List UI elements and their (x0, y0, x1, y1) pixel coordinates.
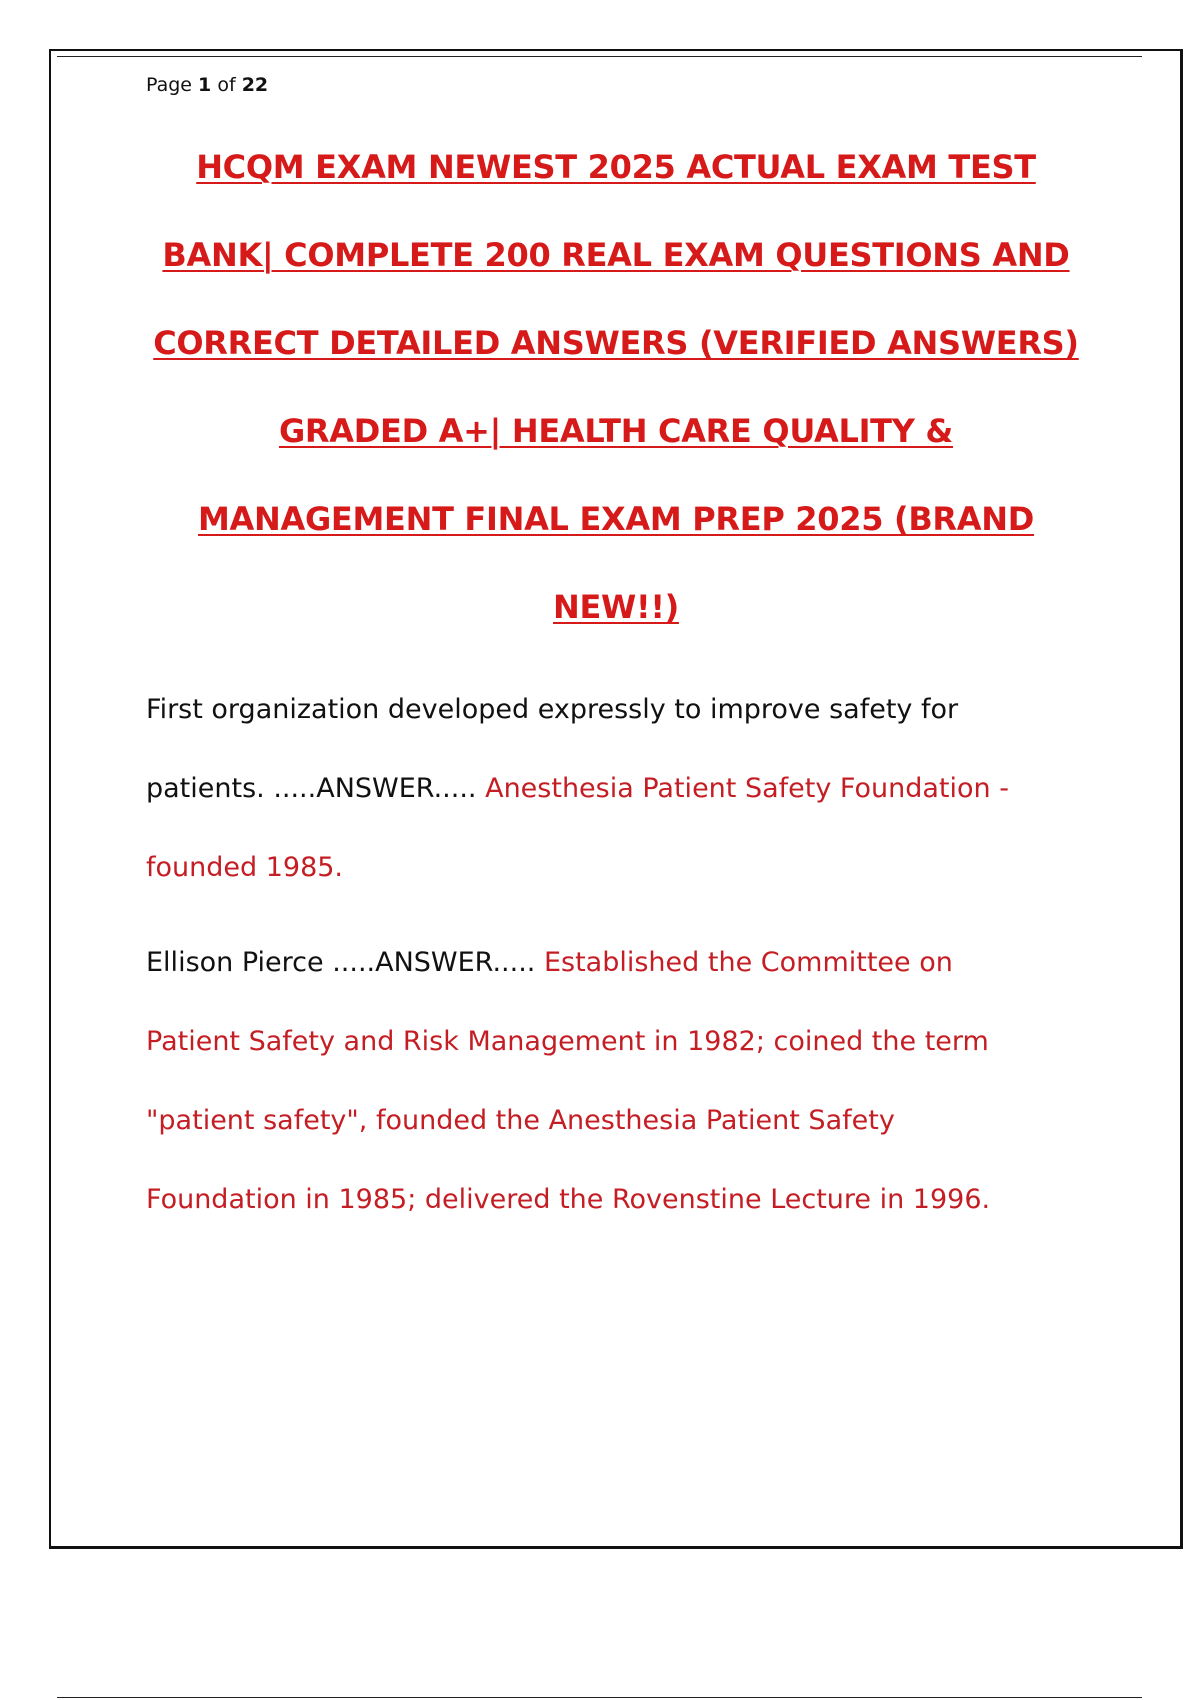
title-line-2 (146, 228, 1086, 316)
qa1-answer-part-2: founded 1985. (146, 852, 344, 883)
qa1-question-part-2: patients. .....ANSWER..... (146, 773, 486, 804)
qa-item-1 (146, 680, 1106, 917)
qa2-answer-part-2: Patient Safety and Risk Management in 1982; coined the term (146, 1026, 989, 1057)
of-word: of (217, 74, 236, 96)
qa2-answer-part-4: Foundation in 1985; delivered the Rovenstine Lecture in 1996. (146, 1184, 991, 1215)
qa1-line-2 (146, 759, 1106, 838)
qa1-line-3 (146, 838, 1106, 917)
bottom-rule (57, 1697, 1142, 1698)
qa1-answer-part-1: Anesthesia Patient Safety Foundation - (485, 773, 1009, 804)
title-line-6 (146, 580, 1086, 668)
title-line-5 (146, 492, 1086, 580)
title-text-4: GRADED A+| HEALTH CARE QUALITY & (278, 412, 954, 450)
title-line-3 (146, 316, 1086, 404)
title-text-5: MANAGEMENT FINAL EXAM PREP 2025 (BRAND (198, 500, 1034, 538)
qa2-line-3 (146, 1091, 1106, 1170)
qa2-line-1 (146, 933, 1106, 1012)
title-line-1 (146, 140, 1086, 228)
title-text-6: NEW!!) (553, 588, 679, 626)
current-page: 1 (198, 74, 212, 96)
qa-item-2 (146, 933, 1106, 1249)
qa2-question: Ellison Pierce .....ANSWER..... (146, 947, 544, 978)
qa2-answer-part-1: Established the Committee on (543, 947, 953, 978)
qa2-line-2 (146, 1012, 1106, 1091)
document-title (146, 140, 1086, 668)
qa2-answer-part-3: "patient safety", founded the Anesthesia Patient Safety (146, 1105, 895, 1136)
title-line-4 (146, 404, 1086, 492)
total-pages: 22 (241, 74, 269, 96)
title-text-2: BANK| COMPLETE 200 REAL EXAM QUESTIONS AND (162, 236, 1070, 274)
title-text-3: CORRECT DETAILED ANSWERS (VERIFIED ANSWERS) (153, 324, 1079, 362)
page-word: Page (146, 74, 192, 96)
qa1-question-part-1: First organization developed expressly to improve safety for (146, 694, 959, 725)
title-text-1: HCQM EXAM NEWEST 2025 ACTUAL EXAM TEST (196, 148, 1036, 186)
qa1-line-1 (146, 680, 1106, 759)
page-number (146, 74, 268, 96)
qa2-line-4 (146, 1170, 1106, 1249)
